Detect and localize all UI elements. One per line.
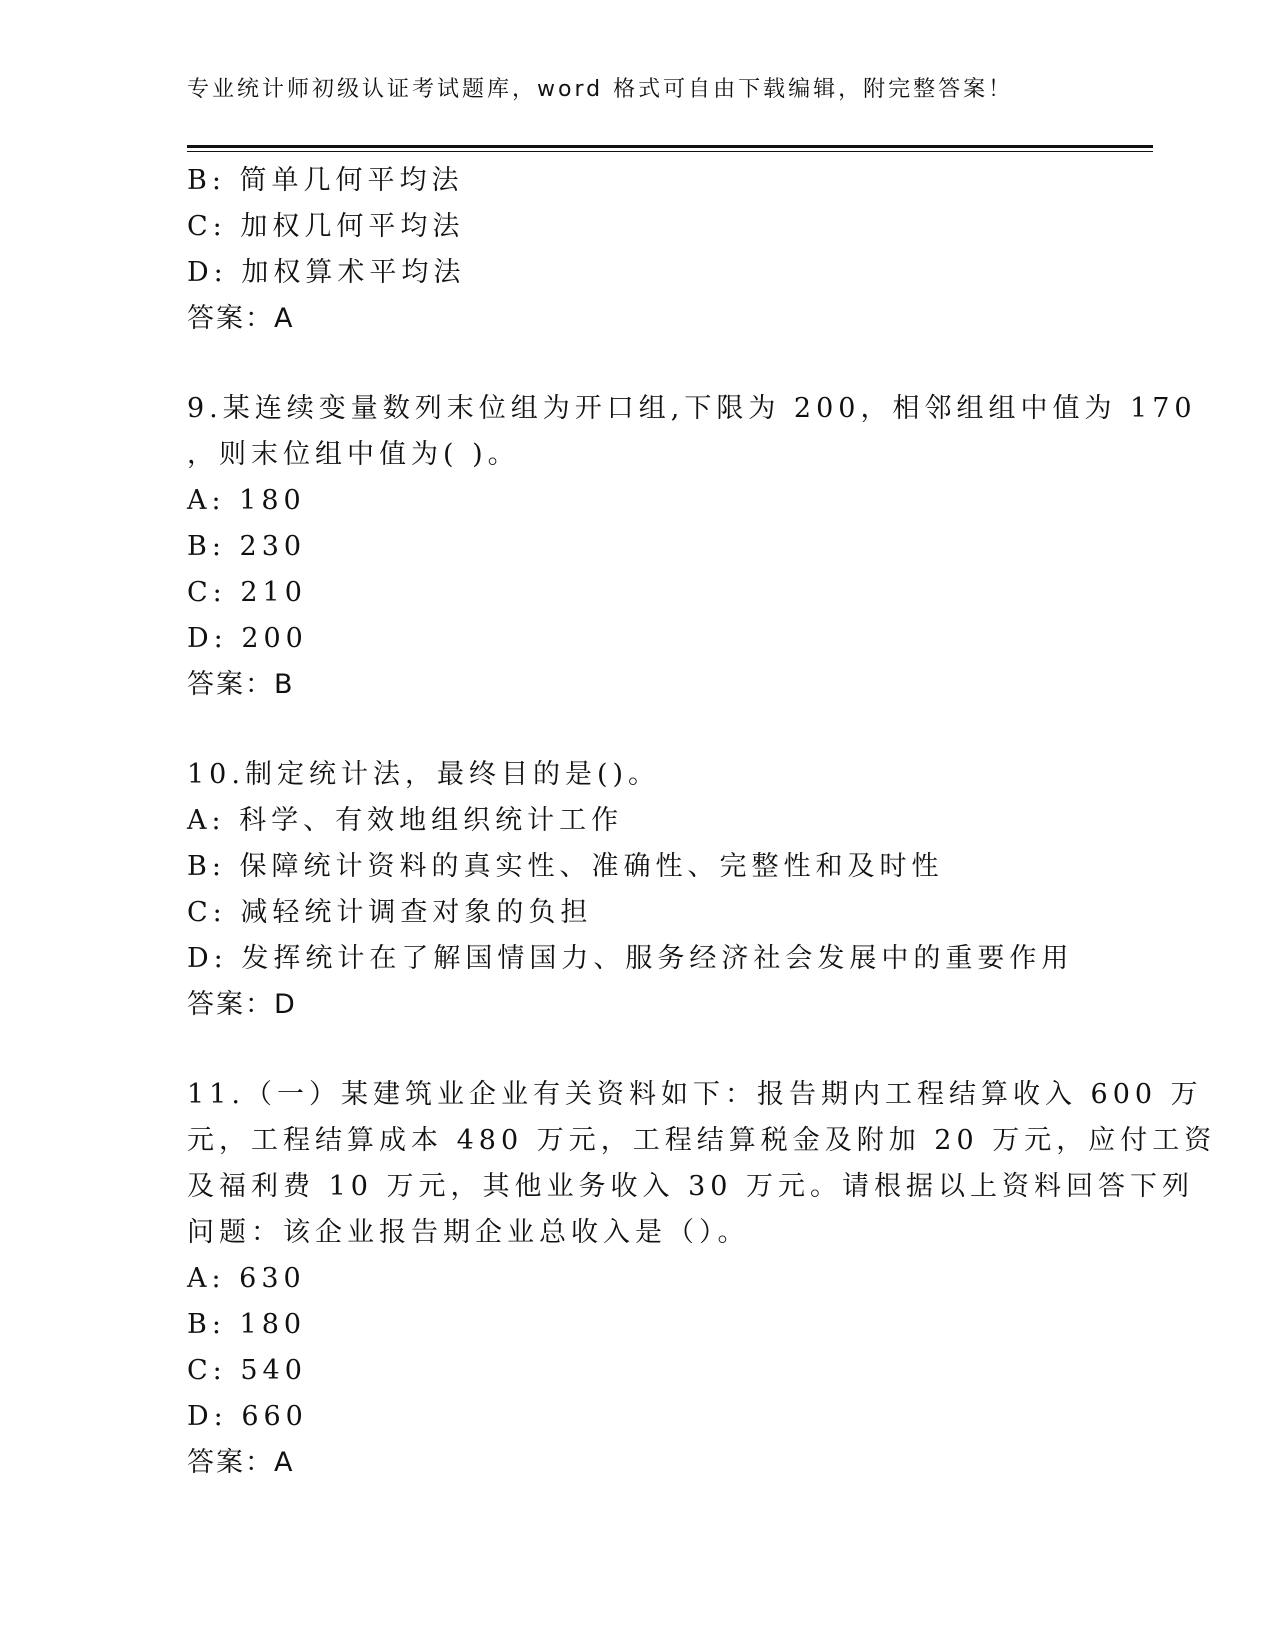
question-10-line-1: 10.制定统计法，最终目的是()。	[187, 759, 661, 790]
page-header: 专业统计师初级认证考试题库，word 格式可自由下载编辑，附完整答案！	[187, 77, 1014, 102]
answer: 答案：D	[187, 989, 297, 1020]
question-9-line-2: ，则末位组中值为( )。	[187, 439, 520, 470]
answer: 答案：A	[187, 1447, 295, 1478]
question-11-line-2: 元，工程结算成本 480 万元，工程结算税金及附加 20 万元，应付工资	[187, 1125, 1217, 1156]
option-d: D: 加权算术平均法	[187, 257, 466, 288]
option-b: B: 230	[187, 531, 307, 562]
option-a: A: 180	[187, 485, 306, 516]
option-a: A: 科学、有效地组织统计工作	[187, 805, 624, 836]
question-11-line-4: 问题：该企业报告期企业总收入是（）。	[187, 1217, 750, 1248]
question-11-line-3: 及福利费 10 万元，其他业务收入 30 万元。请根据以上资料回答下列	[187, 1171, 1195, 1202]
option-c: C: 210	[187, 577, 307, 608]
option-c: C: 加权几何平均法	[187, 211, 465, 242]
header-rule-thick	[187, 145, 1153, 148]
option-b: B: 180	[187, 1309, 307, 1340]
question-11-line-1: 11.（一）某建筑业企业有关资料如下：报告期内工程结算收入 600 万	[187, 1079, 1203, 1110]
option-d: D: 660	[187, 1401, 308, 1432]
option-c: C: 540	[187, 1355, 307, 1386]
answer: 答案：B	[187, 669, 295, 700]
option-d: D: 发挥统计在了解国情国力、服务经济社会发展中的重要作用	[187, 943, 1074, 974]
option-c: C: 减轻统计调查对象的负担	[187, 897, 593, 928]
option-b: B: 简单几何平均法	[187, 165, 464, 196]
option-a: A: 630	[187, 1263, 306, 1294]
answer: 答案：A	[187, 303, 295, 334]
header-rule-thin	[187, 151, 1153, 152]
question-9-line-1: 9.某连续变量数列末位组为开口组,下限为 200，相邻组组中值为 170	[187, 393, 1197, 424]
option-d: D: 200	[187, 623, 308, 654]
question-content	[187, 158, 1217, 1486]
option-b: B: 保障统计资料的真实性、准确性、完整性和及时性	[187, 851, 944, 882]
